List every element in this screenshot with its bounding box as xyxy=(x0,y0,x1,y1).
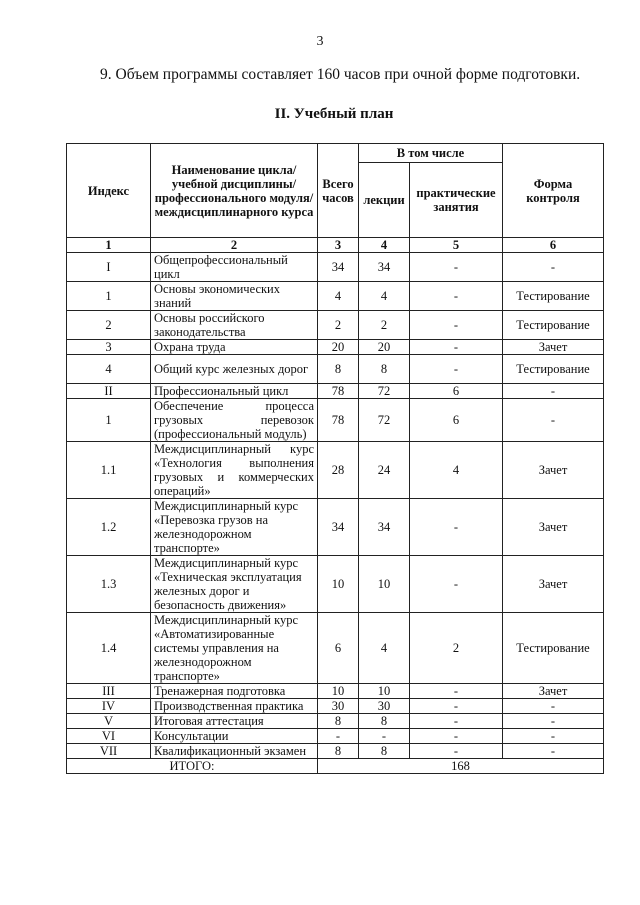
cell-total: 78 xyxy=(318,384,359,399)
cell-lectures: 10 xyxy=(359,684,410,699)
table-row xyxy=(67,311,604,340)
section-title: II. Учебный план xyxy=(274,106,394,122)
cell-name: Производственная практика xyxy=(151,699,318,714)
cell-index: VI xyxy=(67,729,151,744)
cell-index: II xyxy=(67,384,151,399)
cell-lectures: - xyxy=(359,729,410,744)
cell-name: Охрана труда xyxy=(151,340,318,355)
cell-lectures: 20 xyxy=(359,340,410,355)
header-control-form: Форма контроля xyxy=(503,144,604,238)
cell-index: 1 xyxy=(67,282,151,311)
header-row-top xyxy=(67,144,604,163)
column-number: 2 xyxy=(151,238,318,253)
table-row xyxy=(67,744,604,759)
cell-lectures: 8 xyxy=(359,744,410,759)
cell-practical: - xyxy=(410,355,503,384)
cell-index: VII xyxy=(67,744,151,759)
cell-practical: - xyxy=(410,699,503,714)
header-practical: практические занятия xyxy=(410,163,503,238)
table-row xyxy=(67,253,604,282)
column-number: 4 xyxy=(359,238,410,253)
cell-name: Междисциплинарный курс «Перевозка грузов на железнодорожном транспорте» xyxy=(151,499,318,556)
cell-control: Зачет xyxy=(503,499,604,556)
cell-total: - xyxy=(318,729,359,744)
cell-control: Тестирование xyxy=(503,355,604,384)
table-row xyxy=(67,399,604,442)
cell-name: Обеспечение процесса грузовых перевозок (профессиональный модуль) xyxy=(151,399,318,442)
cell-total: 8 xyxy=(318,744,359,759)
cell-practical: - xyxy=(410,253,503,282)
column-number: 1 xyxy=(67,238,151,253)
cell-lectures: 72 xyxy=(359,384,410,399)
column-number: 5 xyxy=(410,238,503,253)
cell-index: 1 xyxy=(67,399,151,442)
cell-practical: - xyxy=(410,684,503,699)
cell-lectures: 8 xyxy=(359,355,410,384)
cell-practical: 2 xyxy=(410,613,503,684)
cell-lectures: 30 xyxy=(359,699,410,714)
cell-total: 8 xyxy=(318,714,359,729)
cell-name: Квалификационный экзамен xyxy=(151,744,318,759)
table-row xyxy=(67,556,604,613)
cell-practical: - xyxy=(410,311,503,340)
cell-index: 1.2 xyxy=(67,499,151,556)
cell-name: Профессиональный цикл xyxy=(151,384,318,399)
cell-control: Зачет xyxy=(503,684,604,699)
table-row xyxy=(67,384,604,399)
cell-total: 10 xyxy=(318,556,359,613)
table-row xyxy=(67,729,604,744)
cell-index: 2 xyxy=(67,311,151,340)
cell-name: Тренажерная подготовка xyxy=(151,684,318,699)
cell-index: III xyxy=(67,684,151,699)
cell-control: Зачет xyxy=(503,556,604,613)
cell-name: Общий курс железных дорог xyxy=(151,355,318,384)
cell-index: 1.4 xyxy=(67,613,151,684)
total-label: ИТОГО: xyxy=(67,759,318,774)
cell-total: 8 xyxy=(318,355,359,384)
cell-control: - xyxy=(503,714,604,729)
cell-total: 34 xyxy=(318,253,359,282)
table-row xyxy=(67,282,604,311)
table-row xyxy=(67,442,604,499)
cell-total: 2 xyxy=(318,311,359,340)
table-row xyxy=(67,499,604,556)
cell-total: 30 xyxy=(318,699,359,714)
cell-control: - xyxy=(503,384,604,399)
cell-practical: - xyxy=(410,282,503,311)
cell-total: 6 xyxy=(318,613,359,684)
column-number-row xyxy=(67,238,604,253)
table-row xyxy=(67,714,604,729)
header-including: В том числе xyxy=(359,144,503,163)
cell-control: Тестирование xyxy=(503,613,604,684)
cell-total: 34 xyxy=(318,499,359,556)
table-row xyxy=(67,684,604,699)
page-number: 3 xyxy=(316,34,324,49)
cell-practical: - xyxy=(410,729,503,744)
intro-paragraph: 9. Объем программы составляет 160 часов при очной форме подготовки. xyxy=(100,66,581,83)
cell-practical: 4 xyxy=(410,442,503,499)
cell-index: 1.3 xyxy=(67,556,151,613)
cell-name: Основы российского законодательства xyxy=(151,311,318,340)
cell-index: V xyxy=(67,714,151,729)
cell-name: Междисциплинарный курс «Технология выполнения грузовых и коммерческих операций» xyxy=(151,442,318,499)
header-name: Наименование цикла/ учебной дисциплины/ профессионального модуля/ междисциплинарного курса xyxy=(151,144,318,238)
cell-practical: - xyxy=(410,744,503,759)
cell-index: 4 xyxy=(67,355,151,384)
cell-index: 1.1 xyxy=(67,442,151,499)
cell-lectures: 4 xyxy=(359,282,410,311)
cell-total: 20 xyxy=(318,340,359,355)
cell-practical: 6 xyxy=(410,384,503,399)
cell-control: - xyxy=(503,699,604,714)
cell-total: 78 xyxy=(318,399,359,442)
cell-index: I xyxy=(67,253,151,282)
cell-name: Междисциплинарный курс «Автоматизированные системы управления на железнодорожном транспорте» xyxy=(151,613,318,684)
table-row xyxy=(67,613,604,684)
cell-lectures: 4 xyxy=(359,613,410,684)
column-number: 6 xyxy=(503,238,604,253)
cell-index: 3 xyxy=(67,340,151,355)
table-row xyxy=(67,340,604,355)
header-lectures: лекции xyxy=(359,163,410,238)
header-total-hours: Всего часов xyxy=(318,144,359,238)
cell-control: Зачет xyxy=(503,340,604,355)
cell-control: Зачет xyxy=(503,442,604,499)
column-number: 3 xyxy=(318,238,359,253)
cell-lectures: 8 xyxy=(359,714,410,729)
cell-lectures: 34 xyxy=(359,499,410,556)
curriculum-table xyxy=(66,143,604,774)
cell-control: - xyxy=(503,744,604,759)
cell-practical: - xyxy=(410,340,503,355)
cell-control: - xyxy=(503,729,604,744)
cell-name: Консультации xyxy=(151,729,318,744)
cell-name: Итоговая аттестация xyxy=(151,714,318,729)
cell-lectures: 72 xyxy=(359,399,410,442)
header-index: Индекс xyxy=(67,144,151,238)
cell-lectures: 2 xyxy=(359,311,410,340)
cell-total: 10 xyxy=(318,684,359,699)
cell-control: Тестирование xyxy=(503,311,604,340)
cell-name: Общепрофессиональный цикл xyxy=(151,253,318,282)
cell-control: Тестирование xyxy=(503,282,604,311)
cell-index: IV xyxy=(67,699,151,714)
cell-practical: - xyxy=(410,714,503,729)
cell-lectures: 24 xyxy=(359,442,410,499)
table-row xyxy=(67,699,604,714)
table-row xyxy=(67,355,604,384)
cell-name: Основы экономических знаний xyxy=(151,282,318,311)
total-value: 168 xyxy=(318,759,604,774)
total-row xyxy=(67,759,604,774)
cell-control: - xyxy=(503,253,604,282)
cell-total: 28 xyxy=(318,442,359,499)
cell-practical: - xyxy=(410,499,503,556)
cell-control: - xyxy=(503,399,604,442)
cell-total: 4 xyxy=(318,282,359,311)
cell-lectures: 34 xyxy=(359,253,410,282)
cell-lectures: 10 xyxy=(359,556,410,613)
cell-name: Междисциплинарный курс «Техническая эксплуатация железных дорог и безопасность движения» xyxy=(151,556,318,613)
cell-practical: 6 xyxy=(410,399,503,442)
cell-practical: - xyxy=(410,556,503,613)
